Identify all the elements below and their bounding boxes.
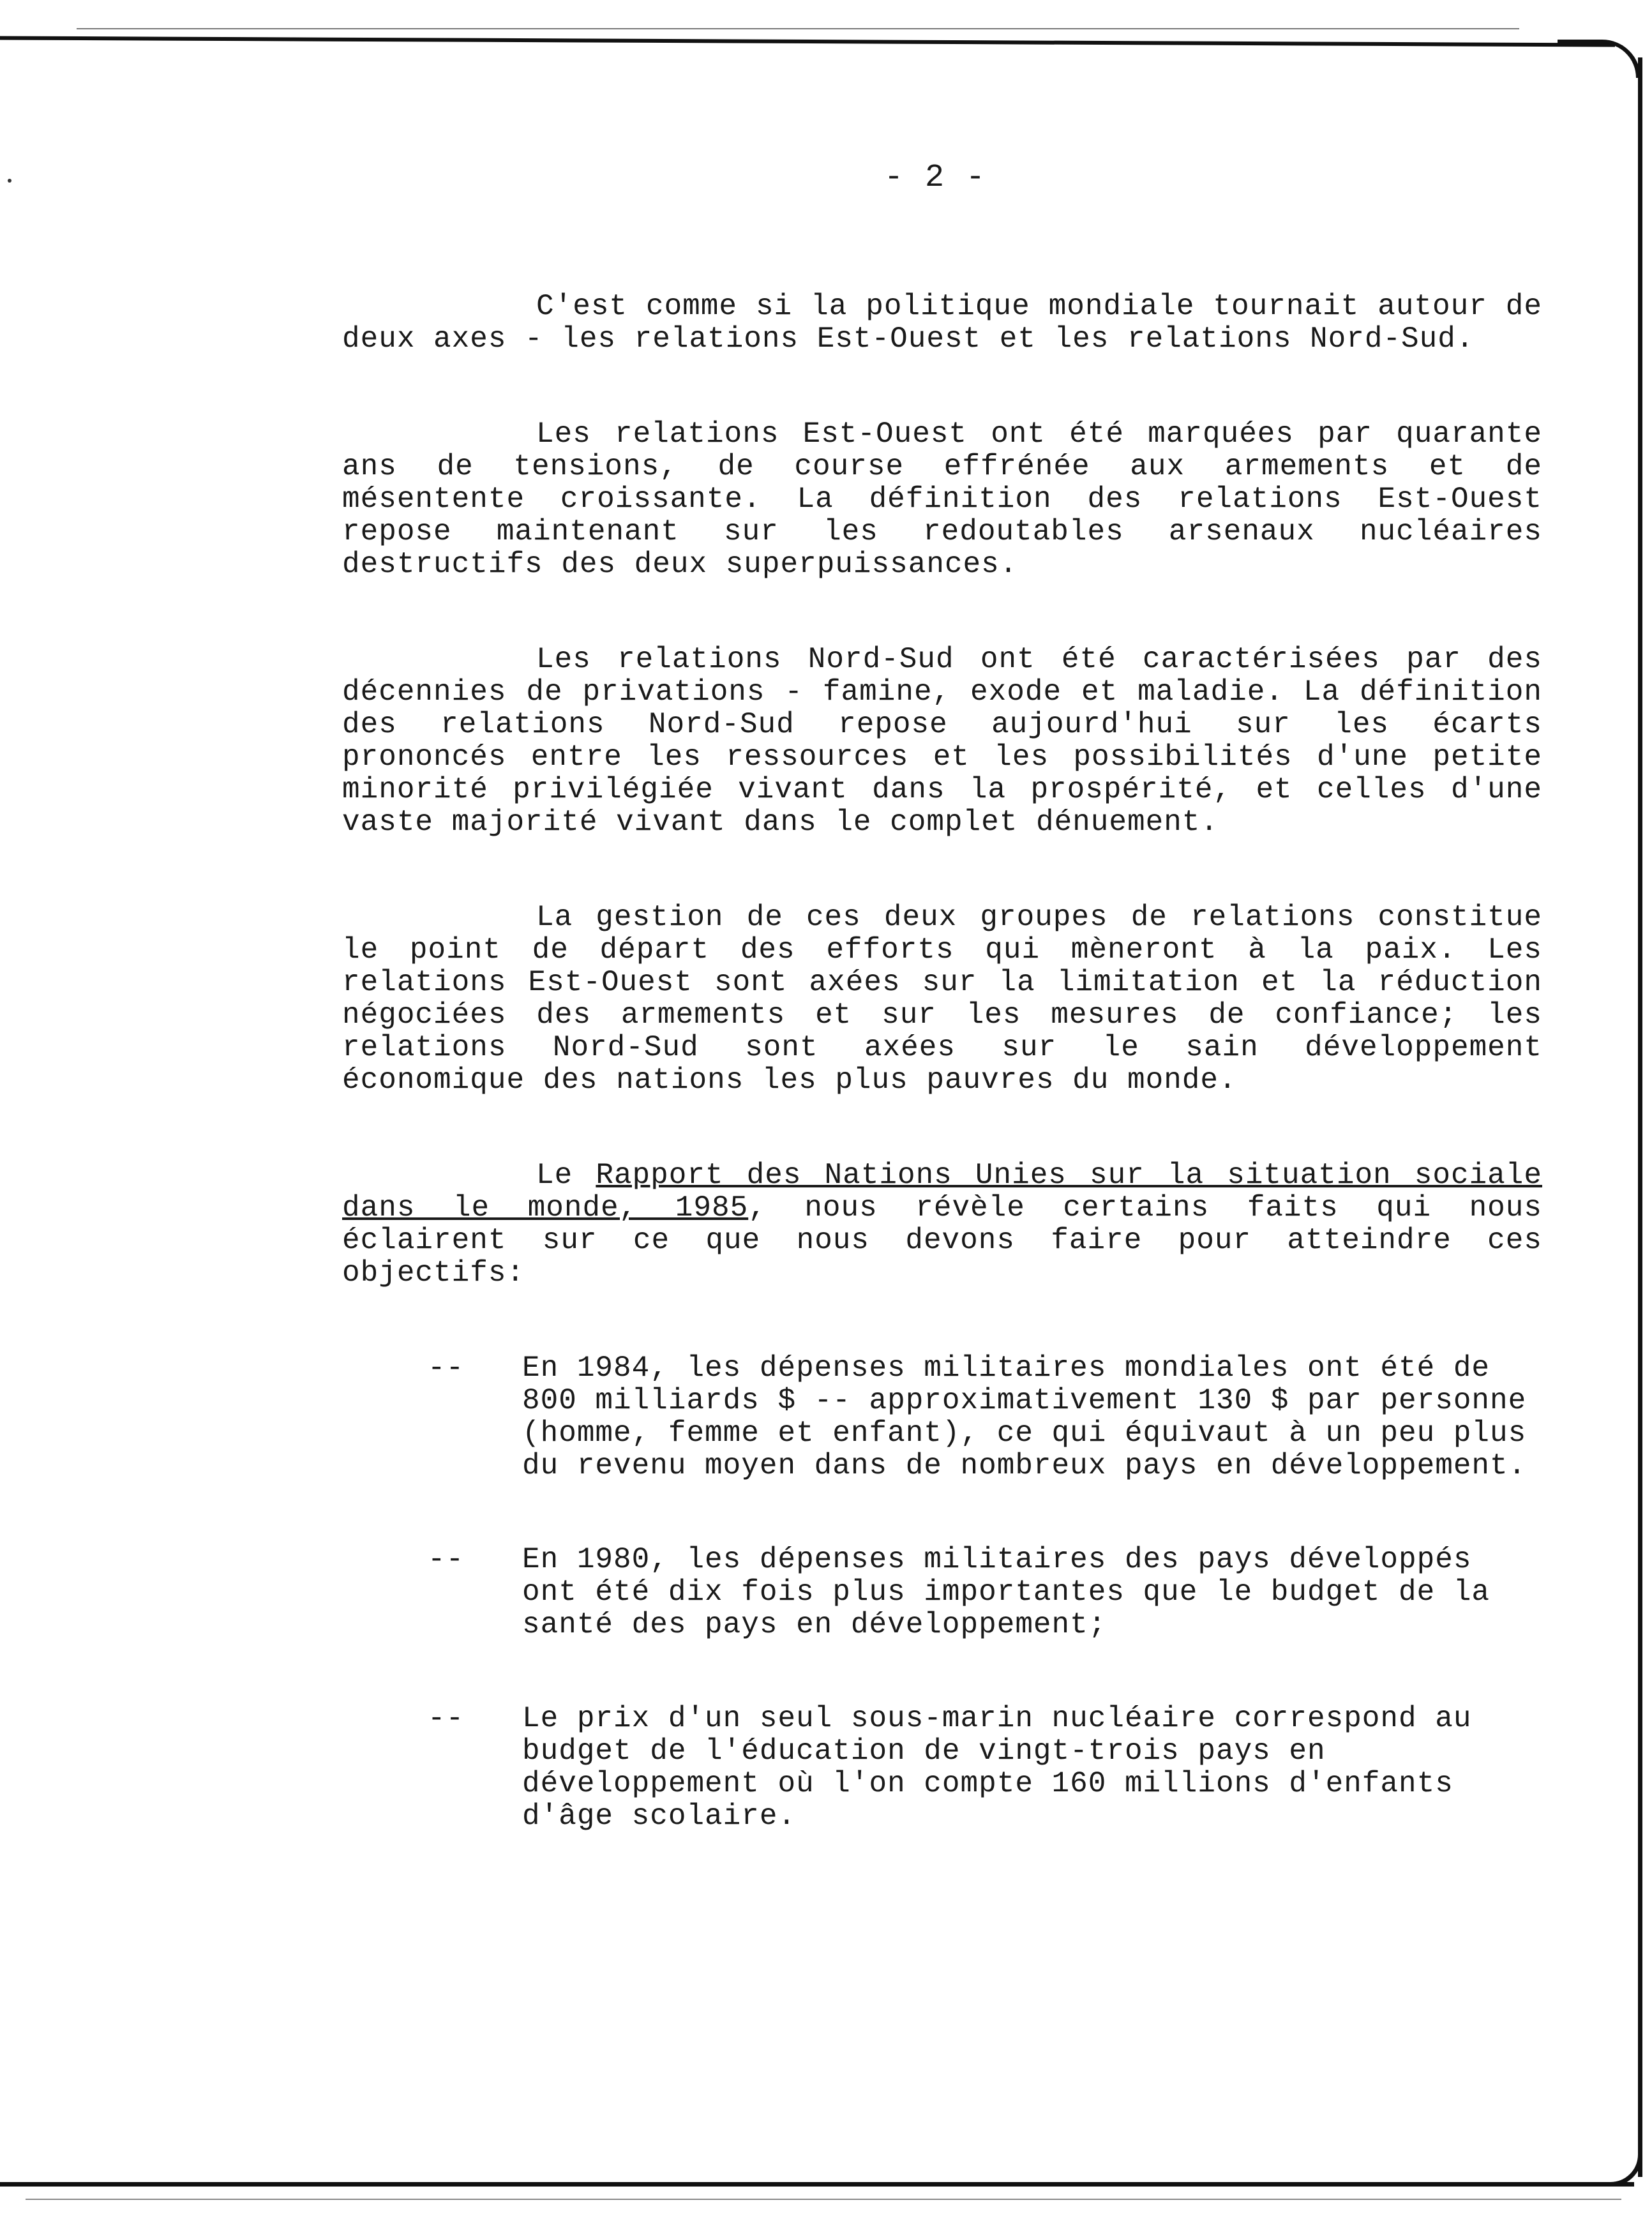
top-faint-rule [77, 28, 1519, 29]
dash-bullet: -- [428, 1543, 465, 1576]
paragraph: C'est comme si la politique mondiale tournait autour de deux axes - les relations Est-Ouest et les relations Nord-Sud. [342, 290, 1542, 356]
list-item [342, 1352, 1542, 1482]
paragraph: Les relations Nord-Sud ont été caractérisées par des décennies de privations - famine, exode et maladie. La définition des relations Nord-Sud repose aujourd'hui sur les écarts prononcés entre les ressources et les possibilités d'une petite minorité privilégiée vivant dans la prospérité, et celles d'une vaste majorité vivant dans le complet dénuement. [342, 643, 1542, 839]
list-item [342, 1703, 1542, 1833]
bottom-right-corner-border [1577, 2132, 1642, 2187]
top-border-rule [0, 36, 1615, 47]
paragraph-report-citation [342, 1159, 1542, 1290]
dash-bullet: -- [428, 1351, 465, 1385]
list-item-text: Le prix d'un seul sous-marin nucléaire correspond au budget de l'éducation de vingt-trois pays en développement où l'on compte 160 millions d'enfants d'âge scolaire. [522, 1702, 1472, 1833]
list-item [342, 1544, 1542, 1641]
paragraph: Les relations Est-Ouest ont été marquées par quarante ans de tensions, de course effrénée aux armements et de mésentente croissante. La définition des relations Est-Ouest repose maintenant sur les redoutables arsenaux nucléaires destructifs des deux superpuissances. [342, 418, 1542, 581]
report-title: Rapport des Nations Unies sur la situation sociale dans le monde, 1985 [342, 1159, 1542, 1224]
page-number: - 2 - [883, 160, 987, 196]
list-item-text: En 1980, les dépenses militaires des pays développés ont été dix fois plus importantes que le budget de la santé des pays en développement; [522, 1543, 1491, 1641]
list-item-text: En 1984, les dépenses militaires mondiales ont été de 800 milliards $ -- approximativement 130 $ par personne (homme, femme et enfant), ce qui équivaut à un peu plus du revenu moyen dans de nombreux pays en développement. [522, 1351, 1527, 1482]
paragraph: La gestion de ces deux groupes de relations constitue le point de départ des efforts qui mèneront à la paix. Les relations Est-Ouest sont axées sur la limitation et la réduction négociées des armements et sur les mesures de confiance; les relations Nord-Sud sont axées sur le sain développement économique des nations les plus pauvres du monde. [342, 901, 1542, 1097]
dash-bullet: -- [428, 1702, 465, 1735]
right-border-rule [1638, 57, 1642, 2177]
bottom-faint-rule [26, 2199, 1621, 2200]
paragraph-rest: , nous révèle certains faits qui nous éclairent sur ce que nous devons faire pour atteindre ces objectifs: [342, 1191, 1542, 1290]
document-body [342, 290, 1542, 1894]
bottom-border-rule [0, 2182, 1634, 2187]
top-right-corner-border [1558, 40, 1641, 78]
paragraph-lead: Le [536, 1159, 596, 1192]
facts-list [342, 1352, 1542, 1833]
